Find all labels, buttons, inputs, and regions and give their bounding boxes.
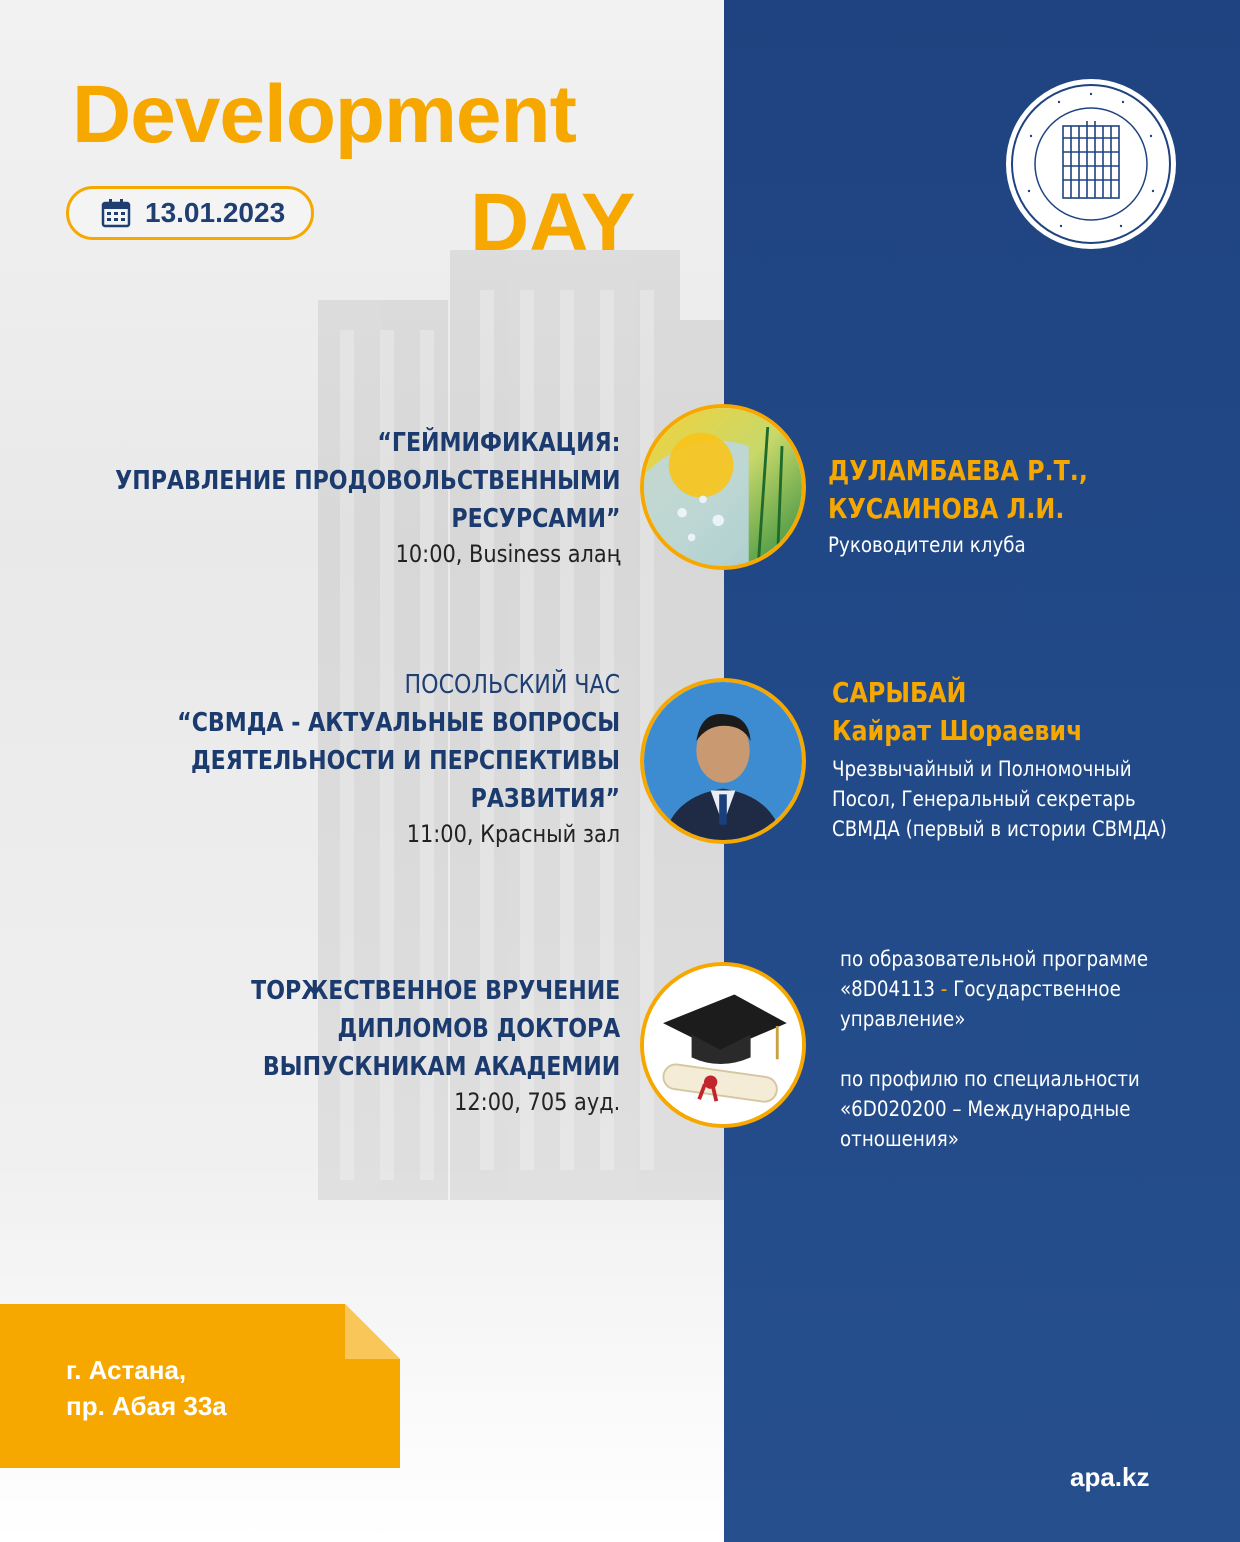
event-date: 13.01.2023: [145, 197, 286, 228]
address-city: г. Астана,: [66, 1355, 187, 1385]
address: [66, 1352, 227, 1424]
graduation-cap-icon: [644, 966, 802, 1124]
speaker-1: [828, 452, 1134, 560]
program-code: «8D04113: [840, 977, 935, 1001]
speaker-1-name: КУСАИНОВА Л.И.: [828, 492, 1065, 525]
program-line: по образовательной программе: [840, 947, 1149, 971]
speaker-2-name: Кайрат Шораевич: [832, 714, 1083, 747]
event-2: [99, 666, 620, 850]
event-3-image: [640, 962, 806, 1128]
event-3-title-line: ТОРЖЕСТВЕННОЕ ВРУЧЕНИЕ: [250, 976, 620, 1006]
program-line: отношения»: [840, 1127, 959, 1151]
program-line: [840, 974, 1148, 1004]
speaker-portrait: [644, 682, 802, 840]
event-3: [186, 972, 620, 1118]
calendar-icon: [101, 198, 131, 228]
program-line: управление»: [840, 1007, 966, 1031]
event-3-title-line: ВЫПУСКНИКАМ АКАДЕМИИ: [262, 1052, 620, 1082]
speaker-2-role: СВМДА (первый в истории СВМДА): [832, 817, 1167, 841]
event-1-title-line: РЕСУРСАМИ”: [450, 504, 620, 534]
program-line: по профилю по специальности: [840, 1067, 1140, 1091]
event-3-title-line: ДИПЛОМОВ ДОКТОРА: [337, 1014, 620, 1044]
speaker-2: [832, 674, 1217, 844]
event-2-pretitle: ПОСОЛЬСКИЙ ЧАС: [404, 670, 620, 700]
title-day: DAY: [470, 177, 636, 268]
program-name: Государственное: [953, 977, 1121, 1001]
speaker-2-role: Посол, Генеральный секретарь: [832, 787, 1136, 811]
event-1-image: [640, 404, 806, 570]
gamification-illustration: [644, 408, 802, 566]
event-2-speaker-photo: [640, 678, 806, 844]
event-3-time: 12:00, 705 ауд.: [453, 1088, 620, 1116]
speaker-1-name: ДУЛАМБАЕВА Р.Т.,: [828, 454, 1088, 487]
date-pill: [66, 186, 314, 240]
speaker-2-surname: САРЫБАЙ: [832, 676, 967, 709]
website-link[interactable]: apa.kz: [1070, 1462, 1150, 1492]
academy-seal-logo: [1003, 76, 1179, 252]
title-development: Development: [72, 69, 576, 160]
address-street: пр. Абая 33а: [66, 1391, 227, 1421]
event-1-time: 10:00, Business алаң: [395, 540, 620, 568]
event-2-title-line: РАЗВИТИЯ”: [470, 784, 620, 814]
speaker-1-role: Руководители клуба: [828, 533, 1026, 557]
event-1-title-line: УПРАВЛЕНИЕ ПРОДОВОЛЬСТВЕННЫМИ: [114, 466, 620, 496]
event-1: [26, 424, 620, 570]
event-2-time: 11:00, Красный зал: [406, 820, 620, 848]
program-line: «6D020200 – Международные: [840, 1097, 1131, 1121]
speaker-2-role: Чрезвычайный и Полномочный: [832, 757, 1132, 781]
program-dash: -: [940, 977, 948, 1001]
event-1-title-line: “ГЕЙМИФИКАЦИЯ:: [376, 428, 620, 458]
event-2-title-line: ДЕЯТЕЛЬНОСТИ И ПЕРСПЕКТИВЫ: [190, 746, 620, 776]
program-info: [840, 944, 1194, 1154]
event-2-title-line: “СВМДА - АКТУАЛЬНЫЕ ВОПРОСЫ: [177, 708, 620, 738]
